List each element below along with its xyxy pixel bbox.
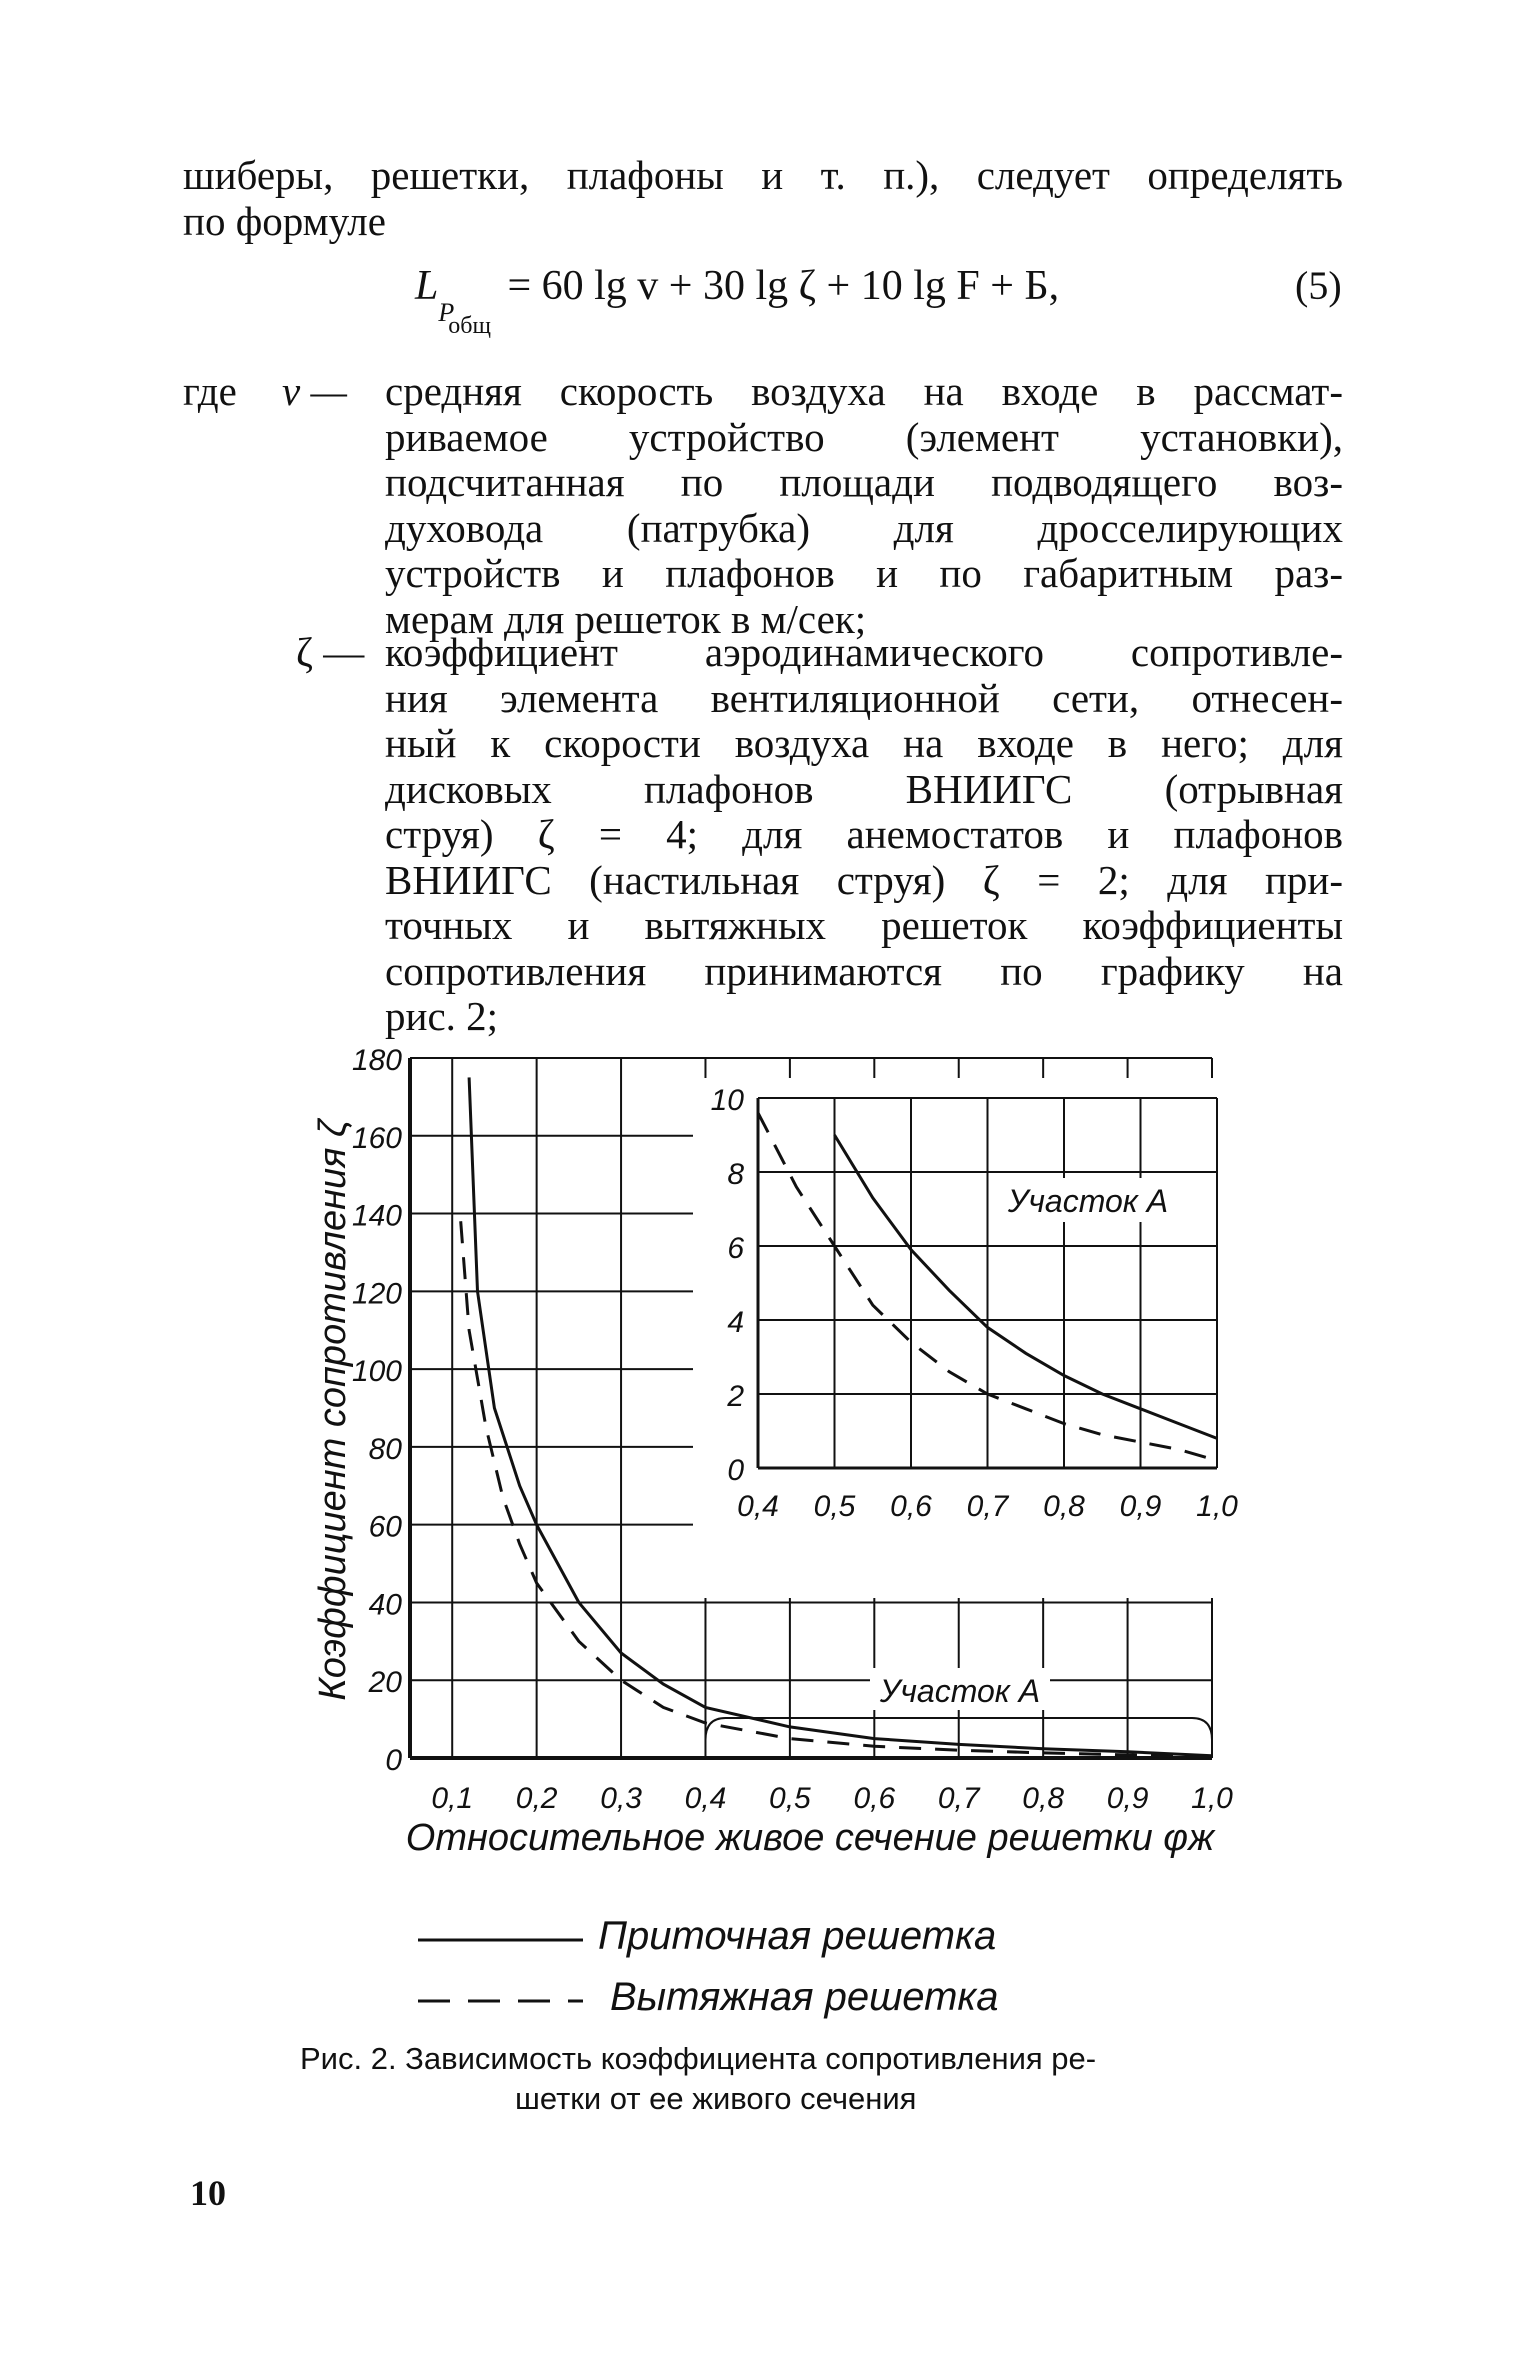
formula-l: L	[415, 263, 439, 309]
main-xtick-label: 0,5	[769, 1782, 811, 1815]
main-xtick-label: 0,6	[853, 1782, 896, 1815]
inset-title: Участок А	[1007, 1183, 1169, 1219]
figure-caption-line-2: шетки от ее живого сечения	[515, 2081, 917, 2116]
figure-caption-line-1: Рис. 2. Зависимость коэффициента сопротивления ре-	[300, 2041, 1097, 2076]
formula-rhs: = 60 lg v + 30 lg ζ + 10 lg F + Б,	[507, 263, 1060, 309]
formula-sub-total: общ	[448, 313, 491, 339]
inset-ytick-label: 0	[727, 1454, 744, 1487]
text-line-1: шиберы, решетки, плафоны и т. п.), следует определять	[183, 152, 1343, 198]
legend-solid-label: Приточная решетка	[598, 1914, 997, 1958]
legend-dashed-label: Вытяжная решетка	[610, 1975, 999, 2019]
def-z-line-6: ВНИИГС (настильная струя) ζ = 2; для при-	[385, 856, 1343, 903]
def-z-line-5: струя) ζ = 4; для анемостатов и плафонов	[385, 811, 1343, 857]
main-ytick-label: 100	[351, 1355, 402, 1389]
main-xtick-label: 0,2	[515, 1782, 558, 1815]
inset-ytick-label: 6	[727, 1232, 744, 1265]
inset-xtick-label: 1,0	[1196, 1490, 1238, 1523]
def-v-line-5: устройств и плафонов и по габаритным раз-	[385, 550, 1343, 596]
main-ytick-label: 40	[368, 1588, 402, 1622]
inset-xtick-label: 0,8	[1043, 1490, 1085, 1523]
legend-dashed-line	[418, 1996, 588, 2006]
inset-xtick-label: 0,5	[813, 1490, 856, 1523]
inset-ytick-label: 4	[727, 1306, 744, 1339]
formula-sub-p: P	[438, 298, 455, 327]
main-x-axis-label: Относительное живое сечение решетки φж	[405, 1817, 1215, 1859]
main-ytick-label: 0	[385, 1744, 402, 1777]
main-xtick-label: 0,4	[684, 1782, 727, 1815]
def-z-line-2: ния элемента вентиляционной сети, отнесен-	[385, 674, 1343, 721]
main-ytick-label: 80	[368, 1432, 402, 1466]
main-ytick-label: 180	[351, 1044, 402, 1077]
def-v-line-6: мерам для решеток в м/сек;	[385, 595, 867, 642]
main-ytick-label: 160	[351, 1121, 402, 1155]
where-label: где	[183, 368, 237, 414]
main-xtick-label: 0,3	[600, 1782, 642, 1815]
equation-number: (5)	[1295, 263, 1342, 308]
def-z-line-4: дисковых плафонов ВНИИГС (отрывная	[385, 765, 1343, 812]
page-number: 10	[190, 2173, 226, 2213]
main-xtick-label: 0,8	[1022, 1782, 1065, 1815]
def-z-line-8: сопротивления принимаются по графику на	[385, 947, 1343, 994]
def-v-symbol: v —	[282, 368, 347, 414]
inset-ytick-label: 10	[710, 1084, 744, 1117]
main-xtick-label: 0,9	[1106, 1782, 1149, 1815]
def-v-line-3: подсчитанная по площади подводящего воз-	[385, 459, 1343, 505]
main-xtick-label: 0,1	[431, 1782, 474, 1815]
inset-xtick-label: 0,7	[966, 1490, 1009, 1523]
legend-solid-line	[418, 1935, 588, 1945]
inset-ytick-label: 2	[727, 1380, 744, 1413]
main-ytick-label: 20	[368, 1666, 402, 1700]
main-ytick-label: 140	[351, 1199, 402, 1233]
main-ytick-label: 60	[368, 1510, 402, 1544]
inset-ytick-label: 8	[727, 1158, 744, 1191]
def-z-line-1: коэффициент аэродинамического сопротивле-	[385, 629, 1343, 675]
inset-xtick-label: 0,6	[890, 1490, 932, 1523]
def-z-line-3: ный к скорости воздуха на входе в него; для	[385, 720, 1343, 766]
main-ytick-label: 120	[351, 1277, 402, 1311]
main-y-axis-label: Коэффициент сопротивления ζ	[312, 1119, 354, 1701]
def-v-line-4: духовода (патрубка) для дросселирующих	[385, 504, 1343, 551]
def-v-line-2: риваемое устройство (элемент установки),	[385, 413, 1343, 460]
main-xtick-label: 0,7	[937, 1782, 980, 1815]
inset-xtick-label: 0,9	[1119, 1490, 1162, 1523]
main-xtick-label: 1,0	[1191, 1782, 1233, 1815]
def-z-symbol: ζ —	[296, 629, 365, 675]
inset-xtick-label: 0,4	[737, 1490, 779, 1523]
def-z-line-7: точных и вытяжных решеток коэффициенты	[385, 902, 1343, 948]
def-v-line-1: средняя скорость воздуха на входе в рассмат-	[385, 368, 1343, 414]
def-z-line-9: рис. 2;	[385, 993, 499, 1039]
text-line-2: по формуле	[183, 198, 386, 244]
main-annotation: Участок А	[879, 1673, 1041, 1709]
